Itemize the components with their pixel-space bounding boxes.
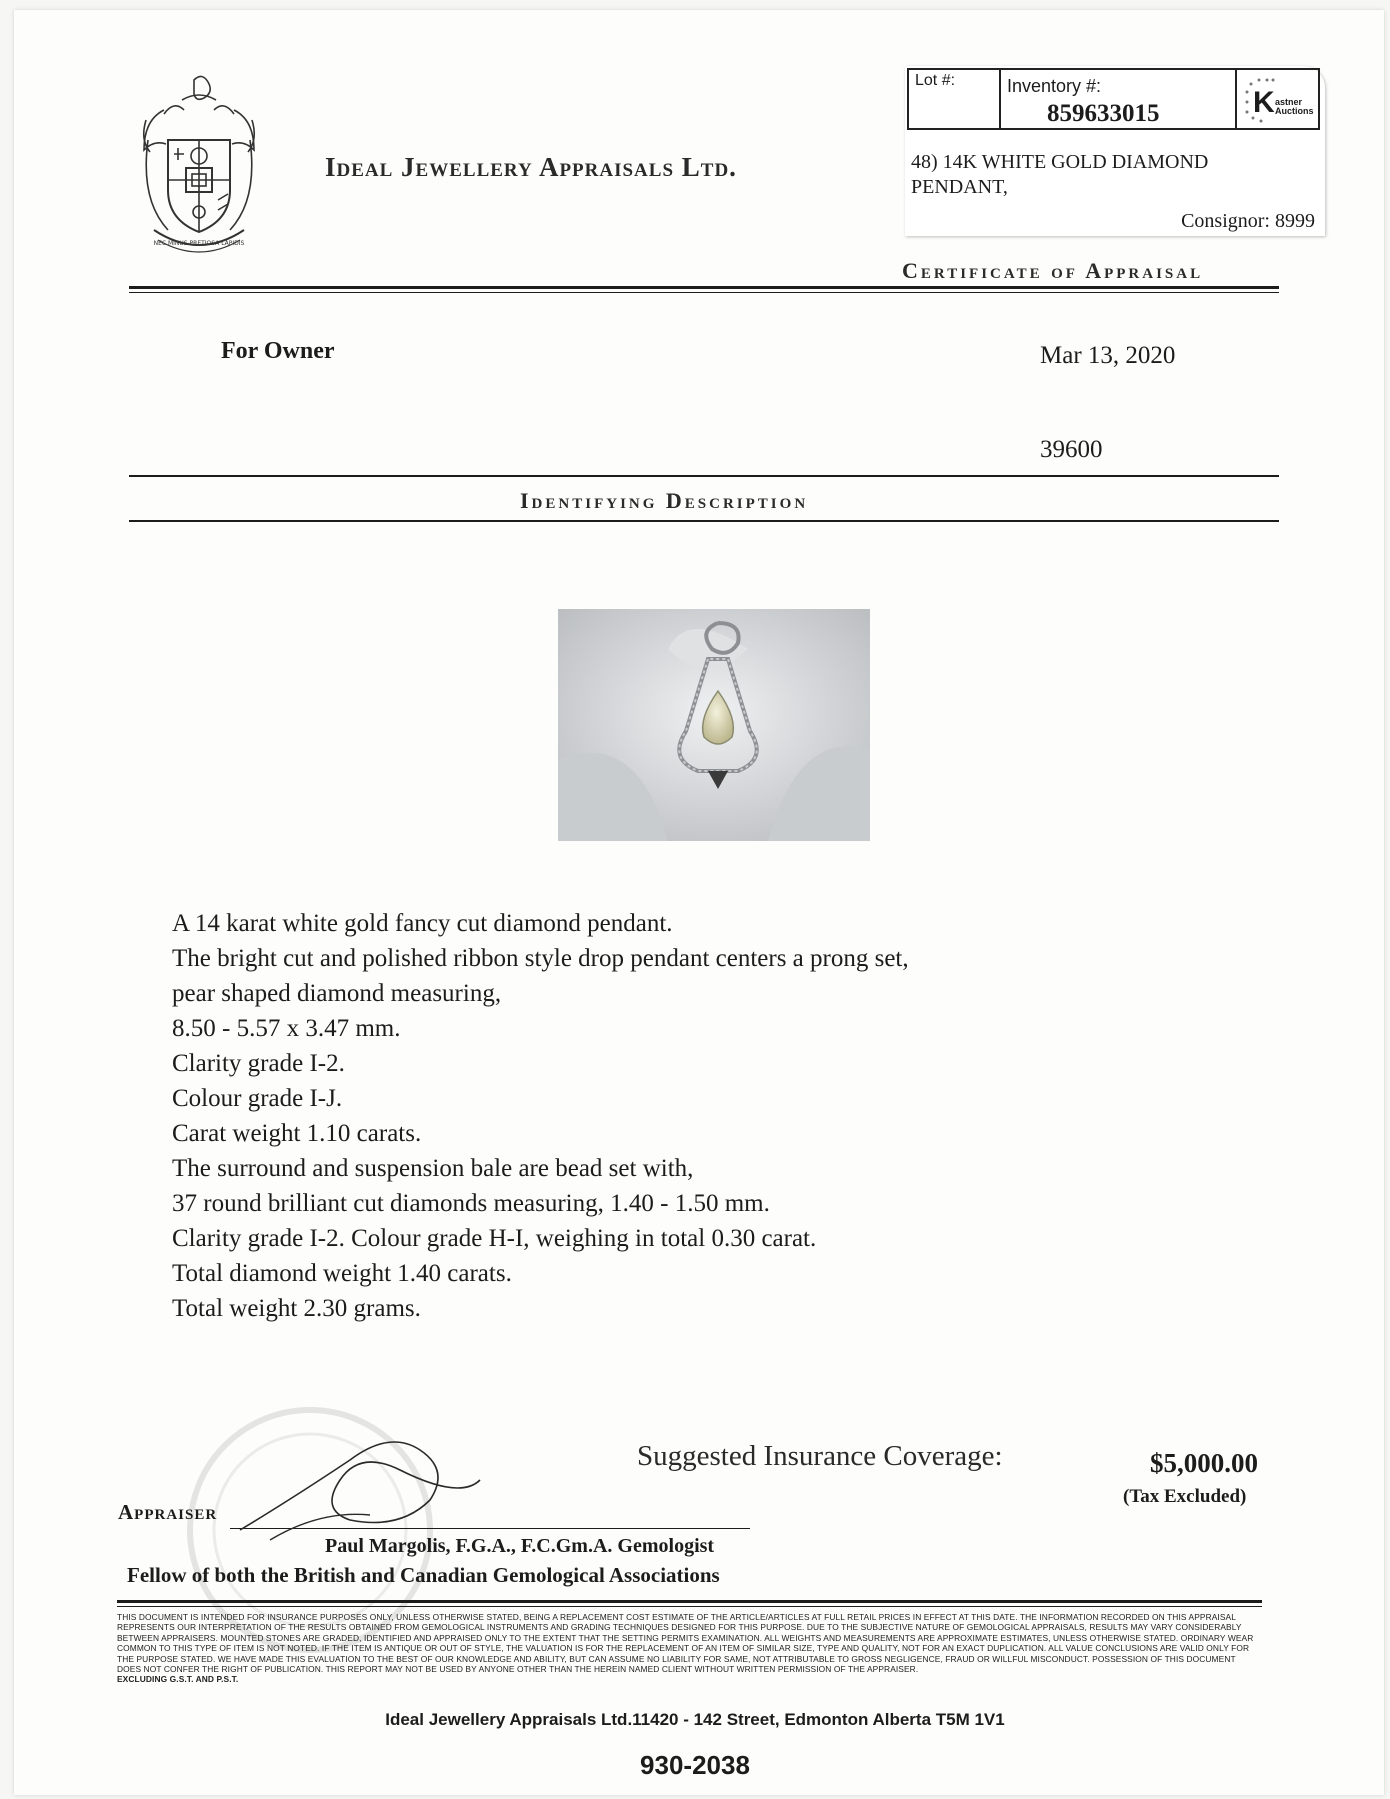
description-line: Clarity grade I-2. Colour grade H-I, weighing in total 0.30 carat. (172, 1225, 817, 1252)
logo-text (1275, 98, 1314, 116)
lot-description-line-1: 48) 14K WHITE GOLD DIAMOND (911, 151, 1209, 173)
inventory-number: 859633015 (1047, 100, 1160, 127)
reference-number: 39600 (1040, 436, 1103, 463)
identifying-description-title: Identifying Description (520, 488, 809, 513)
header-rule-thick (129, 286, 1279, 289)
company-name: Ideal Jewellery Appraisals Ltd. (325, 152, 737, 182)
lot-description-line-2: PENDANT, (911, 176, 1008, 198)
appraiser-fellowship: Fellow of both the British and Canadian Gemological Associations (127, 1563, 720, 1587)
identify-rule-top (129, 475, 1279, 477)
description-line: Total weight 2.30 grams. (172, 1295, 421, 1322)
insurance-coverage-label: Suggested Insurance Coverage: (637, 1440, 1003, 1472)
legal-rule-thin (117, 1606, 1262, 1607)
appraisal-date: Mar 13, 2020 (1040, 342, 1176, 369)
owner-label: For Owner (221, 338, 335, 364)
kastner-auctions-logo (1241, 76, 1315, 124)
description-line: 8.50 - 5.57 x 3.47 mm. (172, 1015, 401, 1042)
description-line: Clarity grade I-2. (172, 1050, 345, 1077)
lot-label: Lot #: (915, 72, 956, 89)
footer-phone: 930-2038 (640, 1750, 750, 1780)
logo-text-1: astner (1275, 97, 1303, 107)
description-line: 37 round brilliant cut diamonds measuring, 1.40 - 1.50 mm. (172, 1190, 770, 1217)
lot-tag-table (907, 68, 1320, 130)
logo-letter: K (1253, 86, 1275, 119)
appraiser-name: Paul Margolis, F.G.A., F.C.Gm.A. Gemologist (325, 1535, 715, 1557)
legal-text: THIS DOCUMENT IS INTENDED FOR INSURANCE PURPOSES ONLY, UNLESS OTHERWISE STATED, BEING A REPLACEMENT COST ESTIMATE OF THE ARTICLE/ARTICLES AT FULL RETAIL PRICES IN EFFECT AT THIS DATE. THE INFORMATION RECORDED ON THIS APPRAISAL REPRESENTS OUR INTERPRETATION OF THE RESULTS OBTAINED FROM GEMOLOGICAL INSTRUMENTS AND GRADING TECHNIQUES DESIGNED FOR THIS PURPOSE. DUE TO THE SUBJECTIVE NATURE OF GEMOLOGICAL APPRAISALS, RESULTS MAY VARY CONSIDERABLY BETWEEN APPRAISERS. MOUNTED STONES ARE GRADED, IDENTIFIED AND APPRAISED ONLY TO THE EXTENT THAT THE SETTING PERMITS EXAMINATION. ALL WEIGHTS AND MEASUREMENTS ARE APPROXIMATE ESTIMATES, UNLESS OTHERWISE STATED. ORDINARY WEAR COMMON TO THIS TYPE OF ITEM IS NOT NOTED. IF THE ITEM IS ANTIQUE OR OUT OF STYLE, THE VALUATION IS FOR THE REPLACEMENT OF AN ITEM OF SIMILAR SIZE, TYPE AND QUALITY, NOT FOR AN EXACT DUPLICATION. ALL VALUE CONCLUSIONS ARE VALID ONLY FOR THE PURPOSE STATED. WE HAVE MADE THIS EVALUATION TO THE BEST OF OUR KNOWLEDGE AND ABILITY, BUT CAN ASSUME NO LIABILITY FOR SAME, NOT ATTRIBUTABLE TO GROSS NEGLIGENCE, FRAUD OR WILLFUL MISCONDUCT. POSSESSION OF THIS DOCUMENT DOES NOT CONFER THE RIGHT OF PUBLICATION. THIS REPORT MAY NOT BE USED BY ANYONE OTHER THAN THE HEREIN NAMED CLIENT WITHOUT WRITTEN PERMISSION OF THE APPRAISER. (117, 1612, 1254, 1675)
identifying-description-text (172, 906, 909, 1326)
description-line: A 14 karat white gold fancy cut diamond pendant. (172, 910, 673, 937)
tax-exclusion-line: EXCLUDING G.S.T. AND P.S.T. (117, 1674, 239, 1685)
legal-disclaimer (117, 1612, 1262, 1685)
description-line: Total diamond weight 1.40 carats. (172, 1260, 512, 1287)
certificate-title: Certificate of Appraisal (902, 258, 1204, 283)
appraiser-label: Appraiser (118, 1500, 218, 1524)
footer-address: Ideal Jewellery Appraisals Ltd.11420 - 142 Street, Edmonton Alberta T5M 1V1 (385, 1710, 1005, 1729)
legal-rule-thick (117, 1600, 1262, 1603)
description-line: Colour grade I-J. (172, 1085, 343, 1112)
description-line: The bright cut and polished ribbon style drop pendant centers a prong set, (172, 945, 909, 972)
consignor: Consignor: 8999 (1181, 210, 1315, 232)
tax-note: (Tax Excluded) (1123, 1486, 1247, 1507)
identify-rule-bottom (129, 520, 1279, 522)
auction-lot-tag (905, 66, 1325, 236)
coat-of-arms-crest-icon (134, 70, 264, 270)
description-line: Carat weight 1.10 carats. (172, 1120, 422, 1147)
pendant-photo (558, 609, 870, 841)
appraiser-signature (230, 1420, 490, 1550)
crest-motto: NEC MINUS PRETIOSA LAPIDIS (153, 240, 245, 247)
description-line: The surround and suspension bale are bead set with, (172, 1155, 694, 1182)
description-line: pear shaped diamond measuring, (172, 980, 502, 1007)
insurance-coverage-value: $5,000.00 (1150, 1448, 1258, 1478)
inventory-label: Inventory #: (1007, 76, 1102, 96)
header-rule-thin (129, 292, 1279, 293)
logo-text-2: Auctions (1275, 106, 1314, 116)
lot-description (911, 150, 1311, 200)
